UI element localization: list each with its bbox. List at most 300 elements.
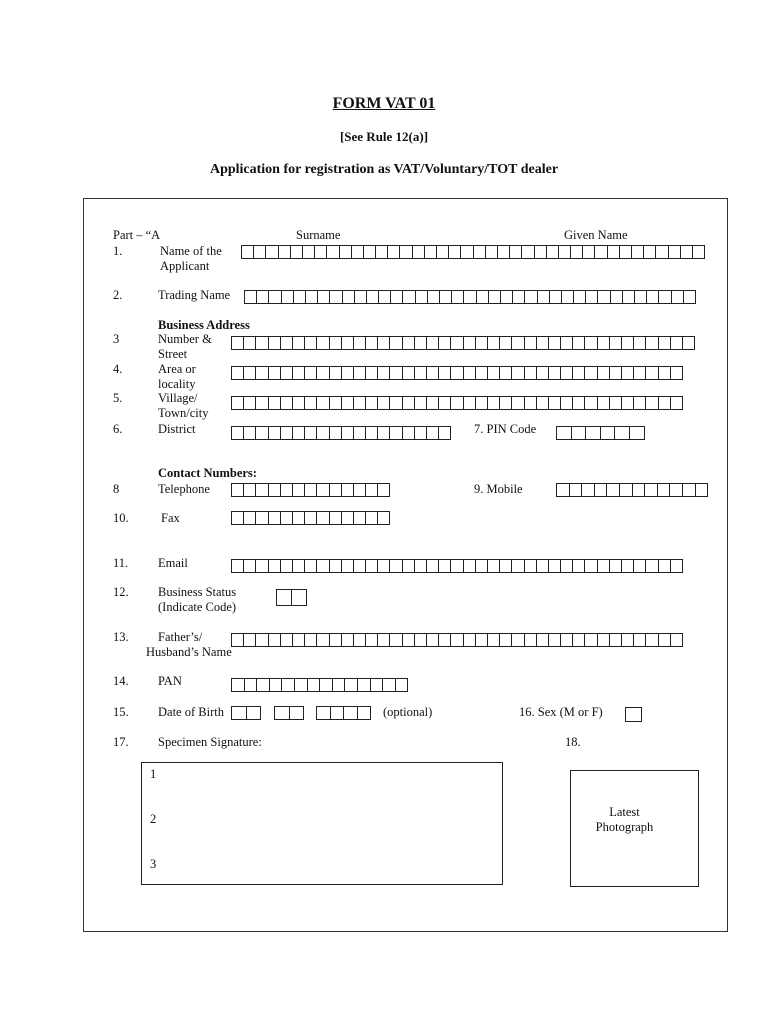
char-box[interactable] [305,559,317,573]
char-box[interactable] [354,366,366,380]
char-box[interactable] [366,559,378,573]
char-box[interactable] [281,336,293,350]
char-box[interactable] [378,511,390,525]
char-box[interactable] [500,633,512,647]
char-box[interactable] [464,633,476,647]
char-box[interactable] [646,633,658,647]
char-box[interactable] [416,290,428,304]
char-box[interactable] [269,483,281,497]
char-box[interactable] [366,483,378,497]
char-box[interactable] [464,396,476,410]
char-box[interactable] [620,245,632,259]
char-box[interactable] [586,426,601,440]
char-box[interactable] [585,336,597,350]
char-box[interactable] [681,245,693,259]
char-box[interactable] [601,426,616,440]
char-box[interactable] [281,559,293,573]
char-box[interactable] [256,559,268,573]
char-box[interactable] [464,290,476,304]
char-box[interactable] [364,245,376,259]
char-box[interactable] [561,633,573,647]
char-box[interactable] [512,366,524,380]
char-box[interactable] [693,245,705,259]
char-box[interactable] [522,245,534,259]
char-box[interactable] [269,633,281,647]
char-box[interactable] [245,290,257,304]
char-box[interactable] [630,426,645,440]
char-box[interactable] [232,396,244,410]
char-box[interactable] [330,633,342,647]
specimen-signature-box[interactable] [141,762,503,885]
char-box[interactable] [537,366,549,380]
char-box[interactable] [256,426,268,440]
char-box[interactable] [352,245,364,259]
char-box[interactable] [232,706,247,720]
char-box[interactable] [317,483,329,497]
char-box[interactable] [620,483,633,497]
char-box[interactable] [658,483,671,497]
char-box[interactable] [305,483,317,497]
trading-name-boxes[interactable] [244,290,696,304]
char-box[interactable] [396,678,409,692]
char-box[interactable] [403,290,415,304]
char-box[interactable] [415,559,427,573]
char-box[interactable] [354,483,366,497]
char-box[interactable] [293,396,305,410]
char-box[interactable] [610,366,622,380]
char-box[interactable] [269,336,281,350]
char-box[interactable] [293,559,305,573]
char-box[interactable] [439,366,451,380]
char-box[interactable] [415,396,427,410]
char-box[interactable] [644,245,656,259]
char-box[interactable] [670,483,683,497]
char-box[interactable] [573,336,585,350]
char-box[interactable] [610,559,622,573]
char-box[interactable] [340,245,352,259]
char-box[interactable] [256,633,268,647]
char-box[interactable] [562,290,574,304]
char-box[interactable] [390,426,402,440]
char-box[interactable] [345,678,358,692]
char-box[interactable] [317,559,329,573]
char-box[interactable] [232,633,244,647]
char-box[interactable] [390,559,402,573]
char-box[interactable] [550,290,562,304]
char-box[interactable] [367,290,379,304]
char-box[interactable] [245,678,258,692]
char-box[interactable] [696,483,709,497]
char-box[interactable] [585,366,597,380]
char-box[interactable] [342,559,354,573]
char-box[interactable] [684,290,696,304]
char-box[interactable] [269,511,281,525]
char-box[interactable] [671,559,683,573]
char-box[interactable] [388,245,400,259]
email-boxes[interactable] [231,559,683,573]
char-box[interactable] [610,633,622,647]
char-box[interactable] [244,483,256,497]
char-box[interactable] [366,396,378,410]
char-box[interactable] [232,678,245,692]
char-box[interactable] [634,396,646,410]
char-box[interactable] [366,633,378,647]
char-box[interactable] [232,336,244,350]
char-box[interactable] [293,336,305,350]
char-box[interactable] [510,245,522,259]
char-box[interactable] [305,366,317,380]
father-husband-name-boxes[interactable] [231,633,683,647]
char-box[interactable] [256,511,268,525]
char-box[interactable] [622,559,634,573]
char-box[interactable] [464,559,476,573]
char-box[interactable] [317,633,329,647]
char-box[interactable] [390,336,402,350]
char-box[interactable] [427,633,439,647]
char-box[interactable] [671,366,683,380]
char-box[interactable] [547,245,559,259]
char-box[interactable] [622,396,634,410]
char-box[interactable] [293,511,305,525]
char-box[interactable] [549,336,561,350]
char-box[interactable] [476,366,488,380]
char-box[interactable] [415,633,427,647]
char-box[interactable] [449,245,461,259]
char-box[interactable] [376,245,388,259]
char-box[interactable] [646,396,658,410]
char-box[interactable] [343,290,355,304]
char-box[interactable] [451,366,463,380]
char-box[interactable] [415,366,427,380]
char-box[interactable] [573,559,585,573]
char-box[interactable] [427,426,439,440]
char-box[interactable] [305,511,317,525]
char-box[interactable] [500,336,512,350]
char-box[interactable] [281,483,293,497]
char-box[interactable] [327,245,339,259]
char-box[interactable] [573,366,585,380]
char-box[interactable] [525,559,537,573]
char-box[interactable] [378,396,390,410]
char-box[interactable] [571,245,583,259]
char-box[interactable] [366,426,378,440]
char-box[interactable] [671,336,683,350]
char-box[interactable] [439,426,451,440]
char-box[interactable] [672,290,684,304]
char-box[interactable] [632,245,644,259]
char-box[interactable] [683,483,696,497]
char-box[interactable] [291,245,303,259]
char-box[interactable] [476,336,488,350]
char-box[interactable] [622,366,634,380]
char-box[interactable] [525,336,537,350]
char-box[interactable] [366,511,378,525]
char-box[interactable] [474,245,486,259]
char-box[interactable] [413,245,425,259]
char-box[interactable] [656,245,668,259]
sex-box[interactable] [625,707,642,722]
char-box[interactable] [598,559,610,573]
char-box[interactable] [570,483,583,497]
char-box[interactable] [659,336,671,350]
business-status-code-boxes[interactable] [276,589,307,606]
char-box[interactable] [439,396,451,410]
char-box[interactable] [427,336,439,350]
char-box[interactable] [607,483,620,497]
char-box[interactable] [305,426,317,440]
char-box[interactable] [488,336,500,350]
char-box[interactable] [585,633,597,647]
char-box[interactable] [586,290,598,304]
char-box[interactable] [488,366,500,380]
char-box[interactable] [488,559,500,573]
char-box[interactable] [292,589,307,606]
char-box[interactable] [244,336,256,350]
char-box[interactable] [549,633,561,647]
area-locality-boxes[interactable] [231,366,683,380]
char-box[interactable] [498,245,510,259]
char-box[interactable] [303,245,315,259]
char-box[interactable] [610,336,622,350]
char-box[interactable] [269,426,281,440]
char-box[interactable] [403,559,415,573]
char-box[interactable] [669,245,681,259]
char-box[interactable] [277,589,292,606]
char-box[interactable] [320,678,333,692]
char-box[interactable] [598,336,610,350]
char-box[interactable] [512,633,524,647]
char-box[interactable] [400,245,412,259]
dob-year-boxes[interactable] [316,706,371,720]
char-box[interactable] [266,245,278,259]
char-box[interactable] [611,290,623,304]
char-box[interactable] [500,366,512,380]
char-box[interactable] [559,245,571,259]
char-box[interactable] [439,559,451,573]
char-box[interactable] [290,706,305,720]
char-box[interactable] [269,290,281,304]
char-box[interactable] [403,633,415,647]
char-box[interactable] [330,559,342,573]
char-box[interactable] [535,245,547,259]
char-box[interactable] [452,290,464,304]
char-box[interactable] [281,426,293,440]
char-box[interactable] [659,559,671,573]
char-box[interactable] [659,633,671,647]
char-box[interactable] [634,366,646,380]
char-box[interactable] [440,290,452,304]
char-box[interactable] [232,426,244,440]
char-box[interactable] [244,511,256,525]
mobile-boxes[interactable] [556,483,708,497]
char-box[interactable] [525,633,537,647]
char-box[interactable] [244,426,256,440]
char-box[interactable] [537,336,549,350]
char-box[interactable] [415,336,427,350]
char-box[interactable] [293,426,305,440]
applicant-name-boxes[interactable] [241,245,705,259]
char-box[interactable] [634,633,646,647]
char-box[interactable] [489,290,501,304]
char-box[interactable] [626,707,642,722]
char-box[interactable] [355,290,367,304]
char-box[interactable] [427,366,439,380]
char-box[interactable] [366,366,378,380]
char-box[interactable] [354,633,366,647]
char-box[interactable] [415,426,427,440]
char-box[interactable] [293,633,305,647]
char-box[interactable] [574,290,586,304]
char-box[interactable] [344,706,358,720]
char-box[interactable] [317,366,329,380]
char-box[interactable] [476,396,488,410]
char-box[interactable] [525,396,537,410]
char-box[interactable] [464,366,476,380]
char-box[interactable] [635,290,647,304]
char-box[interactable] [257,678,270,692]
char-box[interactable] [557,426,572,440]
char-box[interactable] [342,366,354,380]
char-box[interactable] [354,559,366,573]
char-box[interactable] [659,366,671,380]
char-box[interactable] [428,290,440,304]
char-box[interactable] [330,336,342,350]
char-box[interactable] [486,245,498,259]
char-box[interactable] [254,245,266,259]
char-box[interactable] [561,559,573,573]
char-box[interactable] [451,396,463,410]
char-box[interactable] [293,483,305,497]
char-box[interactable] [451,336,463,350]
char-box[interactable] [427,396,439,410]
char-box[interactable] [622,336,634,350]
char-box[interactable] [378,559,390,573]
char-box[interactable] [537,633,549,647]
char-box[interactable] [476,559,488,573]
char-box[interactable] [390,366,402,380]
char-box[interactable] [305,633,317,647]
char-box[interactable] [330,396,342,410]
char-box[interactable] [317,706,331,720]
char-box[interactable] [317,426,329,440]
char-box[interactable] [608,245,620,259]
char-box[interactable] [683,336,695,350]
char-box[interactable] [488,396,500,410]
char-box[interactable] [425,245,437,259]
char-box[interactable] [330,426,342,440]
char-box[interactable] [244,633,256,647]
char-box[interactable] [308,678,321,692]
char-box[interactable] [342,633,354,647]
char-box[interactable] [595,245,607,259]
char-box[interactable] [549,559,561,573]
char-box[interactable] [595,483,608,497]
char-box[interactable] [330,290,342,304]
char-box[interactable] [513,290,525,304]
char-box[interactable] [256,483,268,497]
char-box[interactable] [242,245,254,259]
char-box[interactable] [294,290,306,304]
char-box[interactable] [244,559,256,573]
char-box[interactable] [646,559,658,573]
char-box[interactable] [646,336,658,350]
char-box[interactable] [256,396,268,410]
char-box[interactable] [232,366,244,380]
char-box[interactable] [573,396,585,410]
char-box[interactable] [525,290,537,304]
char-box[interactable] [634,559,646,573]
telephone-boxes[interactable] [231,483,390,497]
char-box[interactable] [317,336,329,350]
char-box[interactable] [671,396,683,410]
char-box[interactable] [330,366,342,380]
char-box[interactable] [598,290,610,304]
char-box[interactable] [342,396,354,410]
char-box[interactable] [390,633,402,647]
char-box[interactable] [232,559,244,573]
char-box[interactable] [477,290,489,304]
char-box[interactable] [256,366,268,380]
char-box[interactable] [342,483,354,497]
char-box[interactable] [598,396,610,410]
char-box[interactable] [623,290,635,304]
char-box[interactable] [622,633,634,647]
char-box[interactable] [391,290,403,304]
char-box[interactable] [244,396,256,410]
char-box[interactable] [305,396,317,410]
char-box[interactable] [633,483,646,497]
char-box[interactable] [476,633,488,647]
char-box[interactable] [403,366,415,380]
char-box[interactable] [269,366,281,380]
char-box[interactable] [403,336,415,350]
char-box[interactable] [282,290,294,304]
char-box[interactable] [512,396,524,410]
char-box[interactable] [330,511,342,525]
char-box[interactable] [331,706,345,720]
char-box[interactable] [330,483,342,497]
char-box[interactable] [647,290,659,304]
char-box[interactable] [354,511,366,525]
char-box[interactable] [646,366,658,380]
char-box[interactable] [671,633,683,647]
char-box[interactable] [378,366,390,380]
char-box[interactable] [270,678,283,692]
char-box[interactable] [403,396,415,410]
char-box[interactable] [572,426,587,440]
char-box[interactable] [281,633,293,647]
char-box[interactable] [585,559,597,573]
char-box[interactable] [366,336,378,350]
char-box[interactable] [342,511,354,525]
fax-boxes[interactable] [231,511,390,525]
char-box[interactable] [282,678,295,692]
char-box[interactable] [501,290,513,304]
char-box[interactable] [306,290,318,304]
char-box[interactable] [383,678,396,692]
char-box[interactable] [275,706,290,720]
char-box[interactable] [315,245,327,259]
char-box[interactable] [358,678,371,692]
char-box[interactable] [317,511,329,525]
char-box[interactable] [403,426,415,440]
char-box[interactable] [371,678,384,692]
dob-day-boxes[interactable] [231,706,261,720]
char-box[interactable] [598,633,610,647]
char-box[interactable] [585,396,597,410]
char-box[interactable] [269,396,281,410]
char-box[interactable] [549,366,561,380]
